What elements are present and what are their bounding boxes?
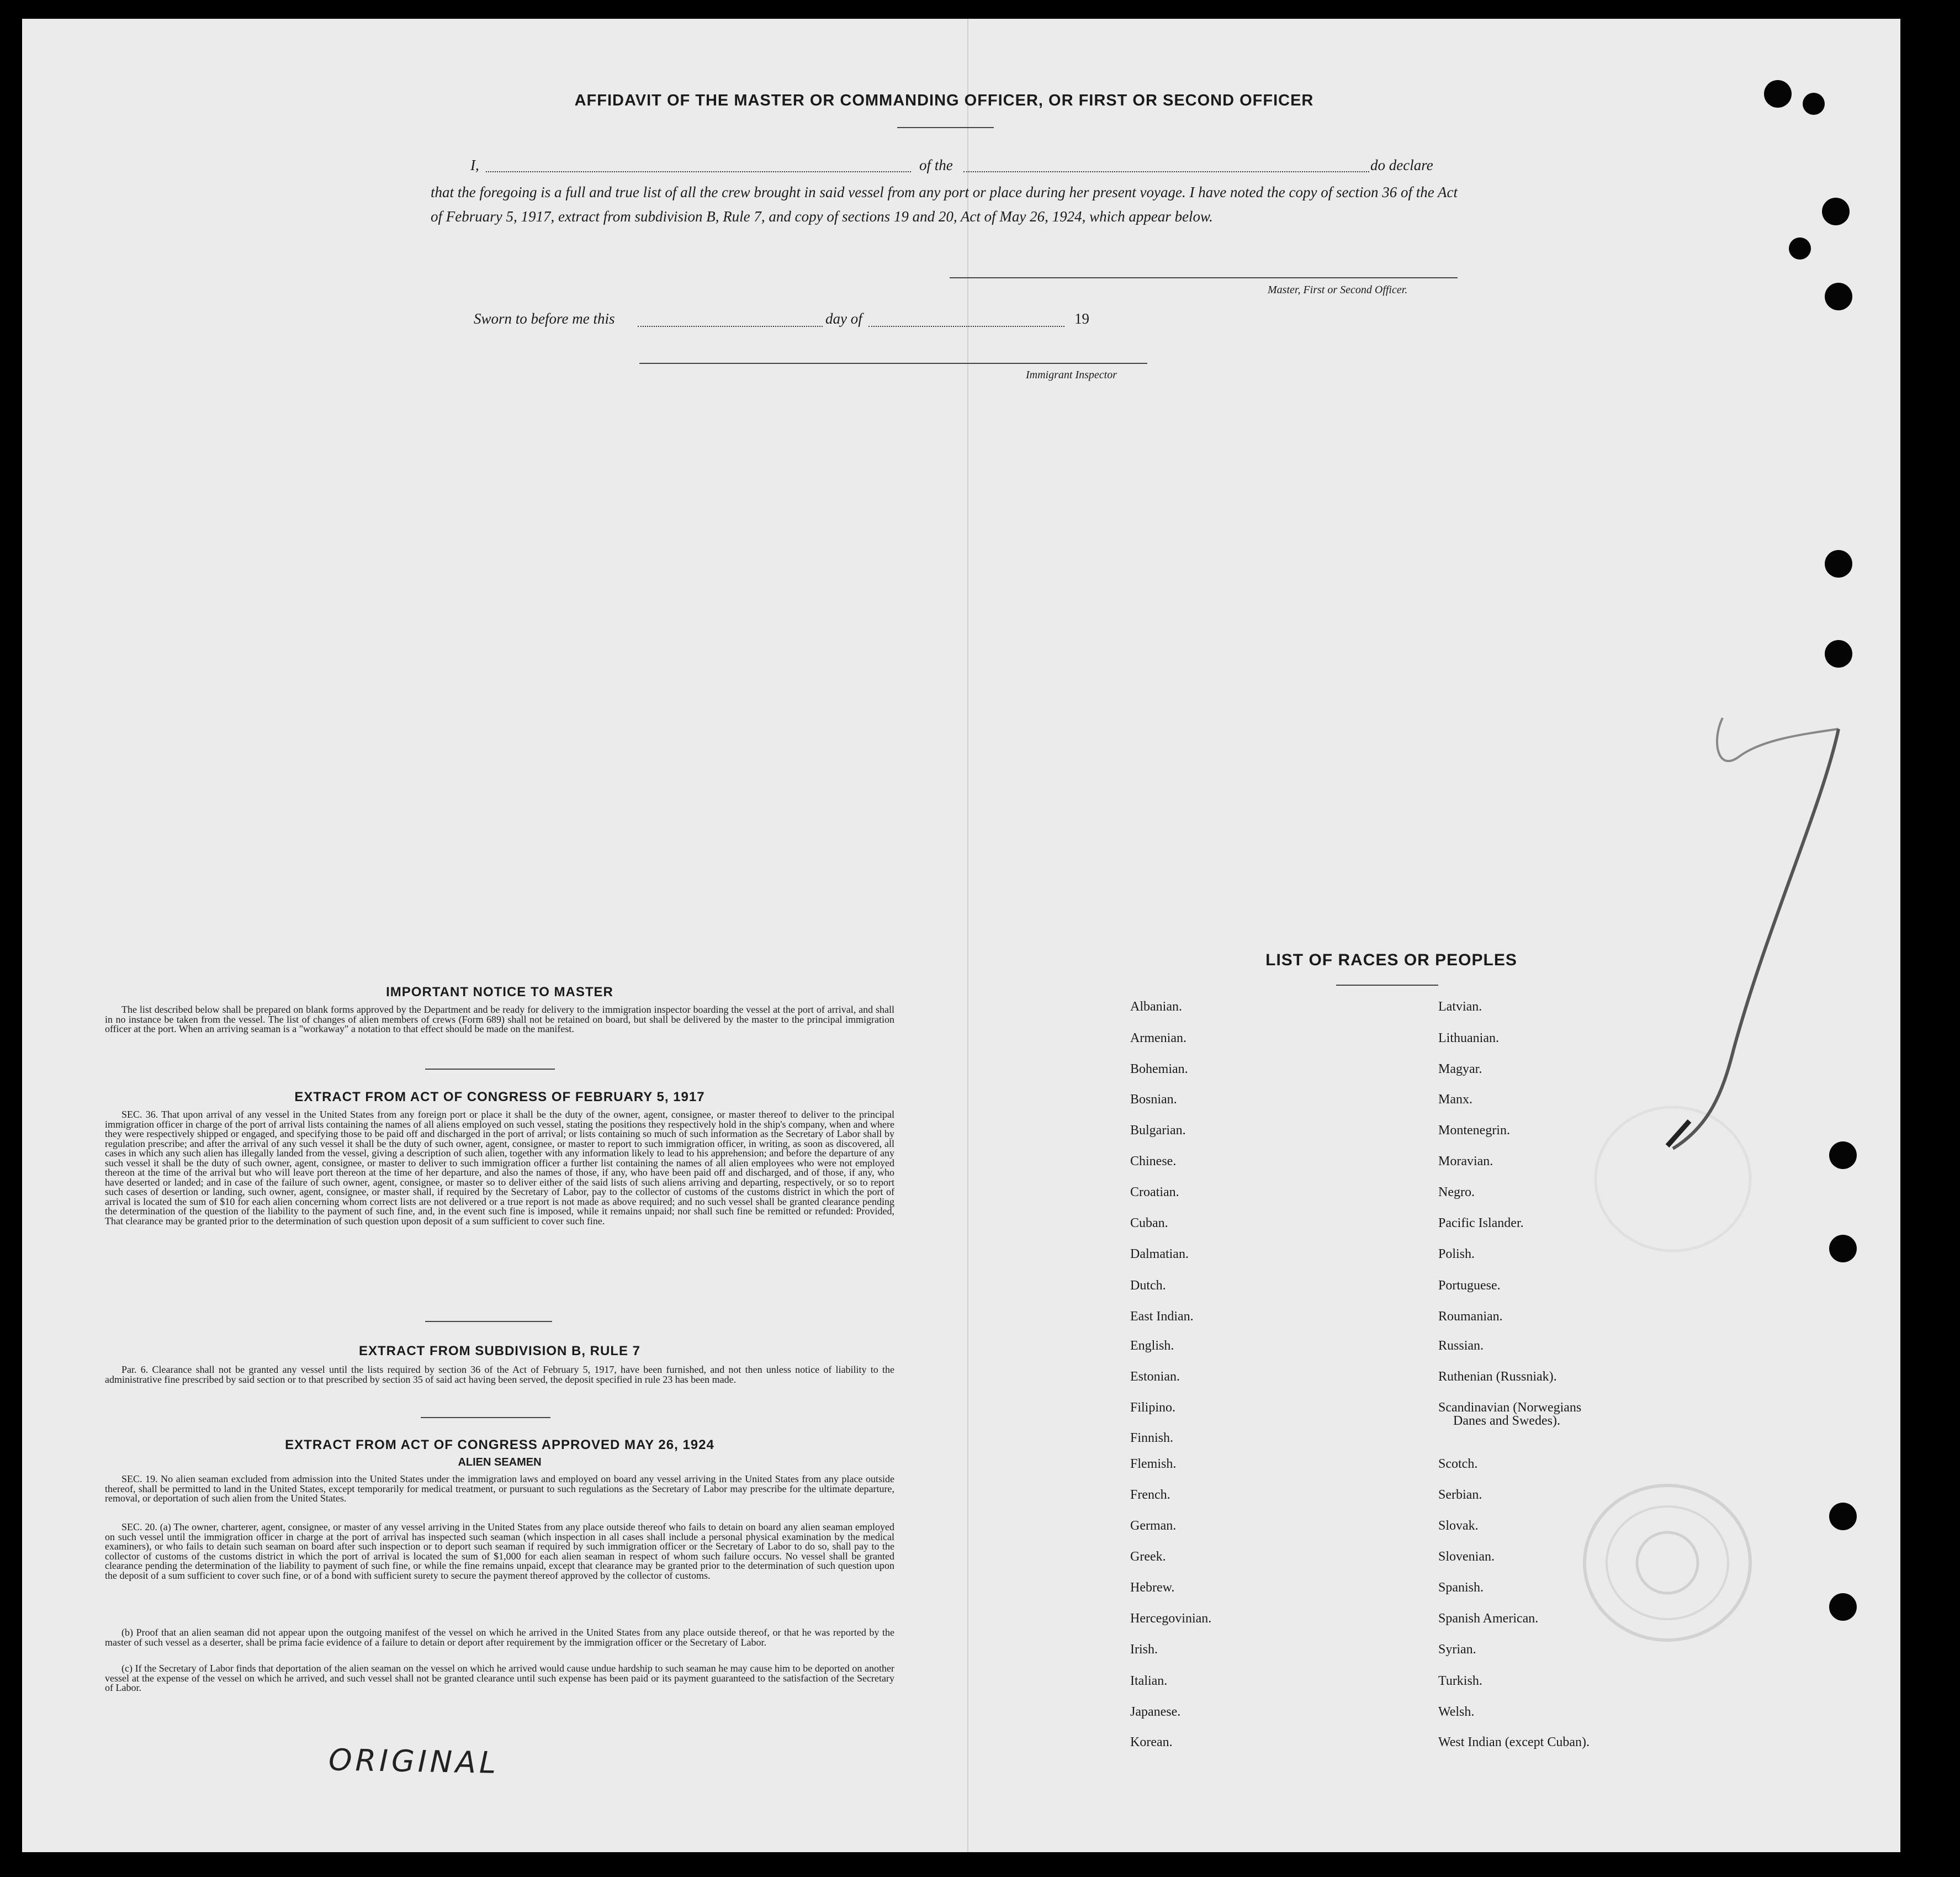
race-item: German. <box>1130 1519 1177 1533</box>
races-divider <box>1336 985 1438 986</box>
label-of-the: of the <box>919 157 953 173</box>
race-item: Greek. <box>1130 1550 1166 1564</box>
race-item: Moravian. <box>1438 1154 1493 1169</box>
sworn-year: 19 <box>1074 310 1089 327</box>
punch-hole <box>1829 1503 1857 1530</box>
race-item: Korean. <box>1130 1735 1173 1749</box>
notice-title: IMPORTANT NOTICE TO MASTER <box>386 985 613 1000</box>
affidavit-line1 <box>470 157 479 174</box>
vessel-field-line[interactable] <box>963 171 1369 172</box>
punch-hole <box>1825 283 1852 310</box>
race-item: English. <box>1130 1339 1174 1353</box>
sec-19-text: SEC. 19. No alien seaman excluded from admission into the United States under the immigration laws and employed on board any vessel arriving in the United States from any place outside thereof, shall be permitted to land in the United States, except temporarily for medical treatment, or pursuant to such regulations as the Secretary of Labor may prescribe for the ultimate departure, removal, or deportation of such alien from the United States. <box>105 1473 894 1504</box>
inspector-line[interactable] <box>639 363 1147 364</box>
race-item: Flemish. <box>1130 1457 1177 1471</box>
punch-hole <box>1789 237 1811 260</box>
race-item: Welsh. <box>1438 1705 1475 1719</box>
race-item: Spanish American. <box>1438 1611 1539 1626</box>
race-item: Portuguese. <box>1438 1278 1501 1293</box>
race-item: Ruthenian (Russniak). <box>1438 1370 1557 1384</box>
section-divider <box>425 1069 555 1070</box>
sec-20c-text: (c) If the Secretary of Labor finds that deportation of the alien seaman on the vessel on which he arrived would cause undue hardship to such seaman he may cause him to be deported on another vessel at the expense of the vessel on which he arrived, and such vessel shall not be granted clearance until such expense has been paid or its payment guaranteed to the satisfaction of the Secretary of Labor. <box>105 1663 894 1693</box>
race-item: East Indian. <box>1130 1309 1194 1324</box>
race-item: Dutch. <box>1130 1278 1166 1293</box>
punch-hole <box>1822 198 1850 225</box>
label-do-declare: do declare <box>1370 157 1433 173</box>
race-item: Pacific Islander. <box>1438 1216 1524 1230</box>
race-item: Roumanian. <box>1438 1309 1503 1324</box>
race-item: Armenian. <box>1130 1031 1186 1045</box>
sworn-month-field[interactable] <box>868 326 1064 327</box>
handwritten-original: ORIGINAL <box>328 1742 500 1780</box>
race-item: Dalmatian. <box>1130 1247 1189 1261</box>
race-item: Scandinavian (Norwegians <box>1438 1400 1582 1415</box>
label-i: I, <box>470 157 479 173</box>
alien-seamen-subtitle: ALIEN SEAMEN <box>458 1456 542 1468</box>
race-item: Polish. <box>1438 1247 1475 1261</box>
sworn-day-field[interactable] <box>638 326 823 327</box>
extract-1917-text: SEC. 36. That upon arrival of any vessel in the United States from any foreign port or place it shall be the duty of the owner, agent, consignee, or master thereof to deliver to the principal immigration officer in charge of the port of arrival lists containing the names of all aliens employed on such vessel, stating the positions they respectively hold in the ship's company, when and where they were respectively shipped or engaged, and specifying those to be paid off and discharged in the port of arrival; or lists containing so much of such information as the Secretary of Labor shall by regulation prescribe; and after the arrival of any such vessel it shall be the duty of such owner, agent, consignee, or master to report to such immigration officer, in writing, as soon as discovered, all cases in which any such alien has illegally landed from the vessel, giving a description of such alien, together with any information likely to lead to his apprehension; and before the departure of any such vessel it shall be the duty of such owner, agent, consignee, or master to deliver to such immigration officer a further list containing the names of all alien employees who were not employed thereon at the time of the arrival but who will leave port thereon at the time of her departure, and also the names of those, if any, who have been paid off and discharged, and of those, if any, who have deserted or landed; and in case of the failure of such owner, agent, consignee, or master so to deliver either of the said lists of such aliens arriving and departing, respectively, or so to report such cases of desertion or landing, such owner, agent, consignee, or master shall, if required by the Secretary of Labor, pay to the collector of customs of the customs district in which the port of arrival is located the sum of $10 for each alien concerning whom correct lists are not delivered or a true report is not made as above required; and no such vessel shall be granted clearance pending the determination of the question of the liability to the payment of such fine, and, in the event such fine is imposed, while it remains unpaid; nor shall such fine be remitted or refunded: Provided, That clearance may be granted prior to the determination of such question upon deposit of a sum sufficient to cover such fine. <box>105 1109 894 1226</box>
signature-caption: Master, First or Second Officer. <box>1268 284 1408 296</box>
race-item: Cuban. <box>1130 1216 1168 1230</box>
race-item: Syrian. <box>1438 1642 1476 1657</box>
punch-hole <box>1764 80 1792 108</box>
signature-line[interactable] <box>950 277 1458 278</box>
sec-20b-text: (b) Proof that an alien seaman did not appear upon the outgoing manifest of the vessel on which he arrived in the United States from any place outside thereof, or that he was reported by the master of such vessel as a deserter, shall be prima facie evidence of a failure to detain or deport after requirement by the immigration officer or the Secretary of Labor. <box>105 1627 894 1648</box>
title-divider <box>897 127 994 128</box>
extract-1917-title: EXTRACT FROM ACT OF CONGRESS OF FEBRUARY 5, 1917 <box>294 1090 705 1104</box>
extract-1924-title: EXTRACT FROM ACT OF CONGRESS APPROVED MAY 26, 1924 <box>285 1437 714 1452</box>
race-item: Russian. <box>1438 1339 1484 1353</box>
races-title: LIST OF RACES OR PEOPLES <box>1265 951 1517 969</box>
section-divider <box>421 1417 550 1418</box>
affidavit-body: that the foregoing is a full and true list of all the crew brought in said vessel from any port or place during her present voyage. I have noted the copy of section 36 of the Act of February 5, 1917, extract from subdivision B, Rule 7, and copy of sections 19 and 20, Act of May 26, 1924, which appear below. <box>431 184 1458 225</box>
subdivision-b-text: Par. 6. Clearance shall not be granted any vessel until the lists required by section 36 of the Act of February 5, 1917, have been furnished, and not then unless notice of liability to the administrative fine prescribed by said section or to that prescribed by section 35 of said act having been served, the deposit specified in rule 23 has been made. <box>105 1364 894 1385</box>
race-item: Manx. <box>1438 1092 1472 1107</box>
race-item: Slovak. <box>1438 1519 1479 1533</box>
inspector-caption: Immigrant Inspector <box>1026 369 1117 381</box>
punch-hole <box>1825 640 1852 668</box>
affidavit-title: AFFIDAVIT OF THE MASTER OR COMMANDING OFFICER, OR FIRST OR SECOND OFFICER <box>574 92 1314 109</box>
punch-hole <box>1829 1593 1857 1621</box>
punch-hole <box>1825 550 1852 578</box>
sworn-day-of: day of <box>825 310 862 327</box>
race-item: Japanese. <box>1130 1705 1181 1719</box>
punch-hole <box>1829 1235 1857 1262</box>
race-item: Scotch. <box>1438 1457 1478 1471</box>
race-item: Irish. <box>1130 1642 1158 1657</box>
race-item: Finnish. <box>1130 1431 1174 1445</box>
center-fold <box>967 19 968 1852</box>
race-item: Montenegrin. <box>1438 1123 1510 1138</box>
embossed-seal <box>1582 1480 1753 1646</box>
race-item: Lithuanian. <box>1438 1031 1499 1045</box>
race-item: Negro. <box>1438 1185 1475 1199</box>
race-item: Turkish. <box>1438 1674 1482 1688</box>
race-item: Italian. <box>1130 1674 1168 1688</box>
sworn-prefix: Sworn to before me this <box>474 310 615 327</box>
notice-text: The list described below shall be prepared on blank forms approved by the Department and be ready for delivery to the immigration inspector boarding the vessel at the port of arrival, and shall in no instance be taken from the vessel. The list of changes of alien members of crews (Form 689) shall not be retained on board, but shall be delivered by the master to the principal immigration officer at the port. When an arriving seaman is a "workaway" a notation to that effect should be made on the manifest. <box>105 1004 894 1034</box>
race-item: Danes and Swedes). <box>1453 1414 1560 1428</box>
race-item: Filipino. <box>1130 1400 1176 1415</box>
race-item: Latvian. <box>1438 1000 1482 1014</box>
race-item: Hercegovinian. <box>1130 1611 1212 1626</box>
subdivision-b-title: EXTRACT FROM SUBDIVISION B, RULE 7 <box>358 1344 641 1358</box>
pencil-mark <box>1656 696 1866 1193</box>
name-field-line[interactable] <box>486 171 911 172</box>
race-item: Bulgarian. <box>1130 1123 1186 1138</box>
race-item: Estonian. <box>1130 1370 1180 1384</box>
race-item: Spanish. <box>1438 1580 1484 1595</box>
race-item: Albanian. <box>1130 1000 1182 1014</box>
race-item: Bosnian. <box>1130 1092 1177 1107</box>
sec-20a-text: SEC. 20. (a) The owner, charterer, agent, consignee, or master of any vessel arriving in the United States from any place outside thereof who fails to detain on board any alien seaman employed on such vessel until the immigration officer in charge at the port of arrival has inspected such seaman (which inspection in all cases shall include a personal physical examination by the medical examiners), or who fails to detain such seaman on board after such inspection or to deport such seaman if required by such immigration officer or the Secretary of Labor to do so, shall pay to the collector of customs of the customs district in which the port of arrival is located the sum of $1,000 for each alien seaman in respect of whom such failure occurs. No vessel shall be granted clearance pending the determination of the liability to payment of such fine, or while the fine remains unpaid, except that clearance may be granted prior to the determination of such question upon the deposit of a sum sufficient to cover such fine, or of a bond with sufficient surety to secure the payment thereof approved by the collector of customs. <box>105 1521 894 1581</box>
race-item: French. <box>1130 1488 1170 1502</box>
race-item: Hebrew. <box>1130 1580 1175 1595</box>
section-divider <box>425 1321 552 1322</box>
race-item: Bohemian. <box>1130 1062 1188 1076</box>
race-item: Magyar. <box>1438 1062 1482 1076</box>
race-item: Croatian. <box>1130 1185 1179 1199</box>
race-item: Slovenian. <box>1438 1550 1495 1564</box>
race-item: West Indian (except Cuban). <box>1438 1735 1590 1749</box>
race-item: Serbian. <box>1438 1488 1482 1502</box>
punch-hole <box>1803 93 1825 115</box>
race-item: Chinese. <box>1130 1154 1177 1169</box>
